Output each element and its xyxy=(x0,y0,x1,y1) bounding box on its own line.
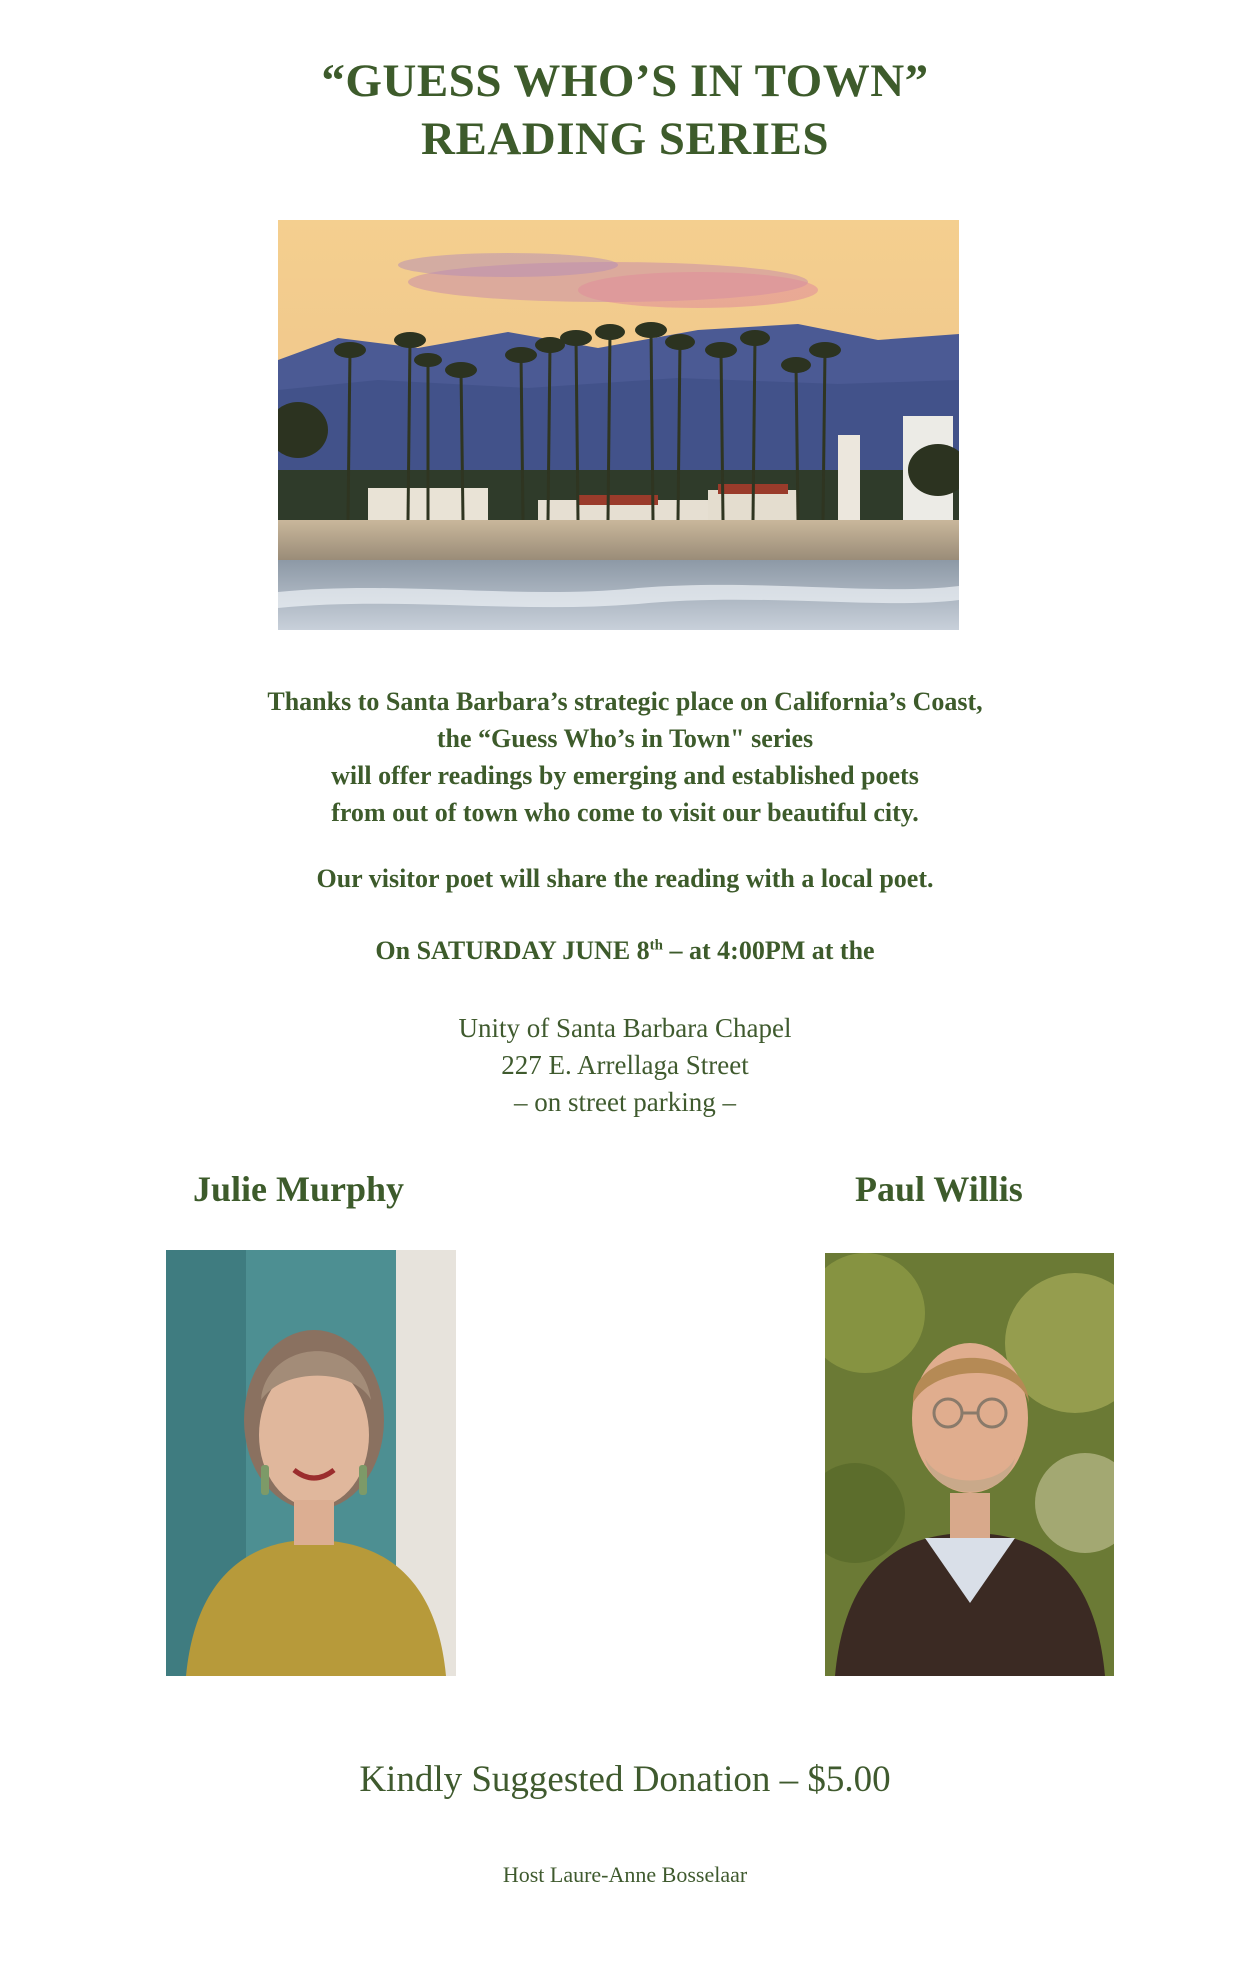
host-credit: Host Laure-Anne Bosselaar xyxy=(502,1862,748,1887)
intro-line-4: from out of town who come to visit our beautiful city. xyxy=(331,798,919,827)
venue-parking: – on street parking – xyxy=(514,1087,736,1117)
poet-name-julie: Julie Murphy xyxy=(193,1169,405,1209)
intro-line-1: Thanks to Santa Barbara’s strategic place on California’s Coast, xyxy=(267,687,983,716)
venue-address: 227 E. Arrellaga Street xyxy=(501,1050,749,1080)
venue-block xyxy=(0,1010,1250,1121)
event-time: – at 4:00PM at the xyxy=(663,936,875,965)
suggested-donation: Kindly Suggested Donation – $5.00 xyxy=(359,1759,891,1800)
page-title xyxy=(0,52,1250,168)
santa-barbara-beach-photo xyxy=(278,220,959,630)
intro-line-2: the “Guess Who’s in Town" series xyxy=(436,724,814,753)
event-date: On SATURDAY JUNE 8 xyxy=(375,936,650,965)
event-date-time xyxy=(0,936,1250,966)
julie-murphy-photo xyxy=(166,1250,456,1676)
poet-name-paul: Paul Willis xyxy=(855,1169,1023,1209)
visitor-note: Our visitor poet will share the reading with a local poet. xyxy=(316,864,934,893)
title-line-2: READING SERIES xyxy=(421,113,829,165)
date-ordinal: th xyxy=(649,937,664,954)
intro-line-3: will offer readings by emerging and established poets xyxy=(331,761,919,790)
venue-name: Unity of Santa Barbara Chapel xyxy=(458,1013,792,1043)
paul-willis-photo xyxy=(825,1253,1114,1676)
series-description xyxy=(0,683,1250,831)
title-line-1: “GUESS WHO’S IN TOWN” xyxy=(321,55,929,107)
